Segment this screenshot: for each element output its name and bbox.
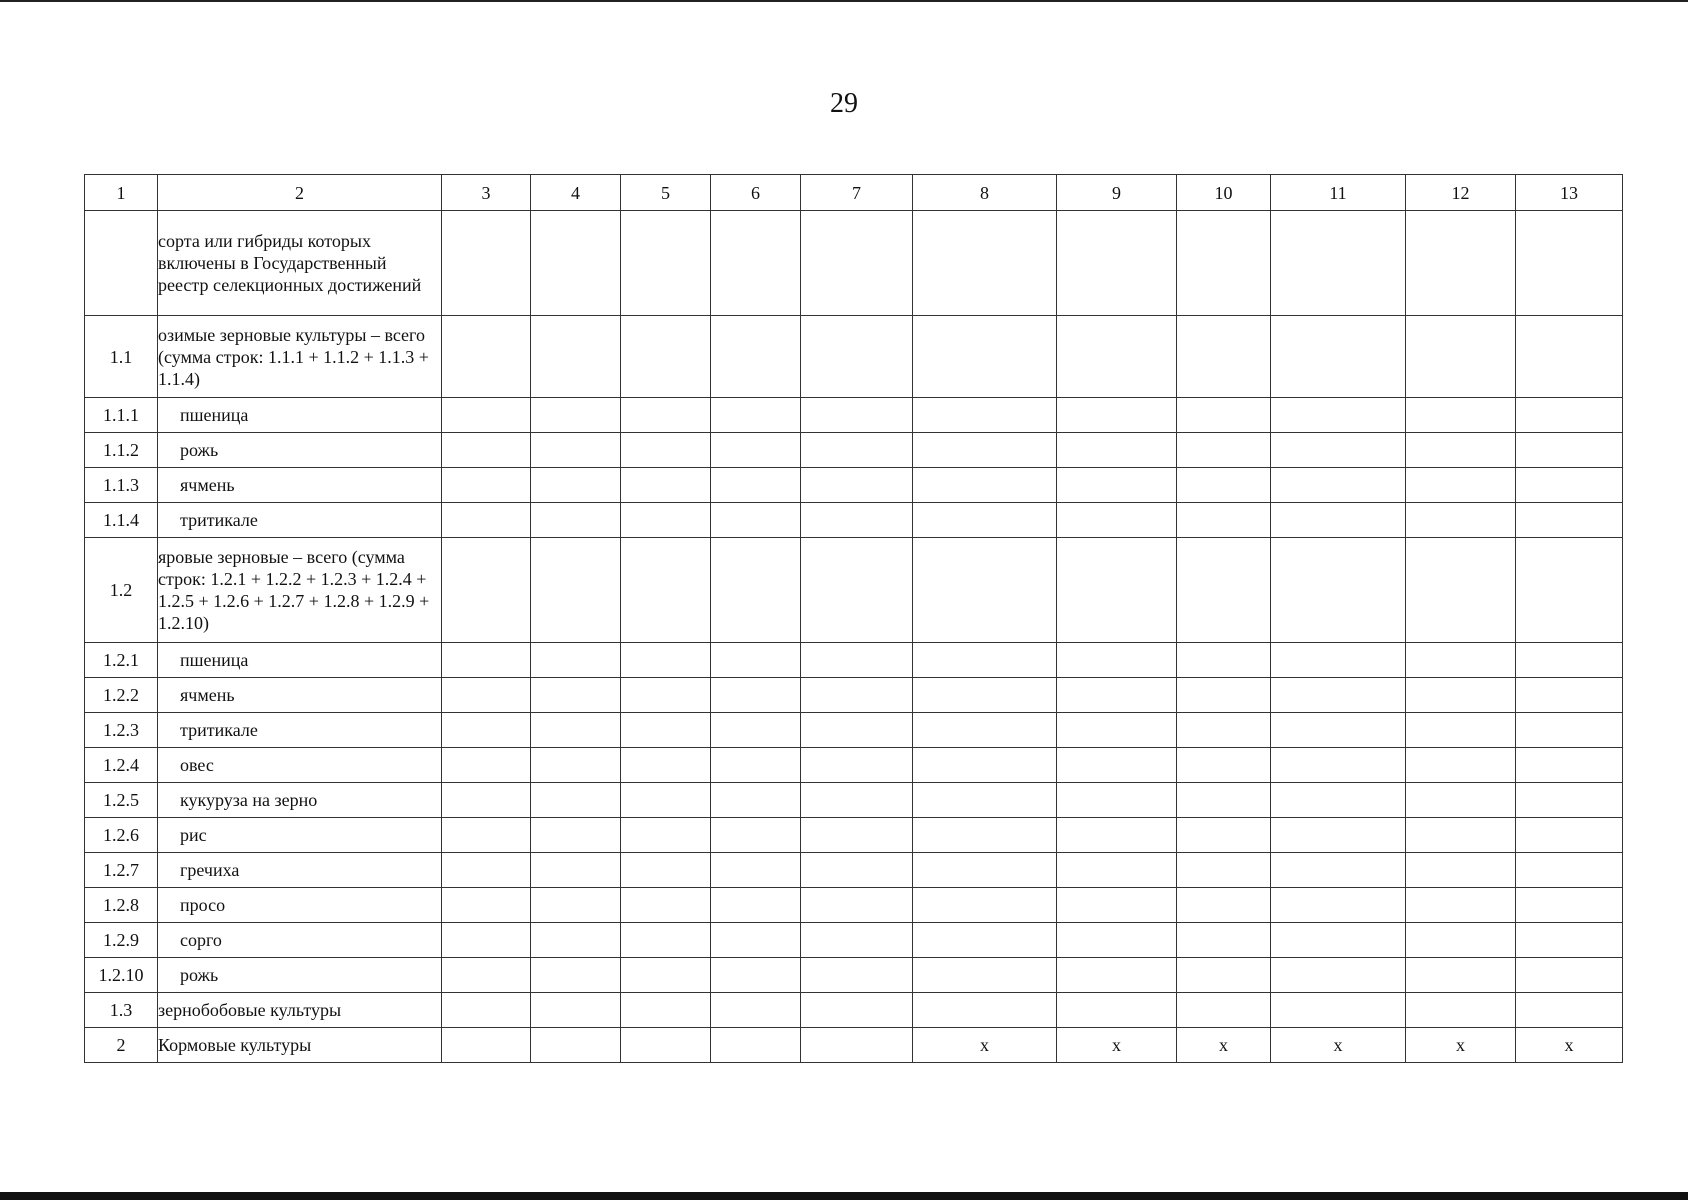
table-cell: [1177, 993, 1271, 1028]
table-row: [85, 748, 1623, 783]
header-row: [85, 175, 1623, 211]
row-number: [85, 211, 158, 316]
table-cell: [1406, 678, 1516, 713]
table-cell: [531, 1028, 621, 1063]
table-row: [85, 433, 1623, 468]
column-header: 2: [158, 175, 442, 211]
table-cell: [621, 538, 711, 643]
table-cell: [1406, 853, 1516, 888]
row-name: тритикале: [158, 503, 442, 538]
table-cell: [442, 923, 531, 958]
table-cell: x: [1177, 1028, 1271, 1063]
table-cell: [913, 783, 1057, 818]
table-cell: [1516, 818, 1623, 853]
row-name: рожь: [158, 958, 442, 993]
table-cell: [621, 678, 711, 713]
table-cell: [1271, 538, 1406, 643]
table-cell: [1406, 958, 1516, 993]
table-cell: [442, 316, 531, 398]
table-row: [85, 398, 1623, 433]
table-cell: [711, 888, 801, 923]
table-cell: [1057, 678, 1177, 713]
row-name: сорго: [158, 923, 442, 958]
table-row: [85, 713, 1623, 748]
table-row: [85, 853, 1623, 888]
table-cell: [801, 958, 913, 993]
table-cell: [621, 316, 711, 398]
row-number: 1.3: [85, 993, 158, 1028]
column-header: 1: [85, 175, 158, 211]
table-row: [85, 818, 1623, 853]
table-cell: [1271, 923, 1406, 958]
table-cell: [711, 923, 801, 958]
table-cell: [621, 748, 711, 783]
table-cell: [621, 958, 711, 993]
table-cell: [442, 678, 531, 713]
table-cell: [711, 678, 801, 713]
table-cell: [711, 713, 801, 748]
table-cell: [531, 818, 621, 853]
row-name: зернобобовые культуры: [158, 993, 442, 1028]
table-cell: [442, 783, 531, 818]
table-cell: [1271, 713, 1406, 748]
row-name: пшеница: [158, 643, 442, 678]
table-cell: [1177, 503, 1271, 538]
table-cell: [1057, 433, 1177, 468]
table-cell: [442, 468, 531, 503]
table-cell: [1177, 398, 1271, 433]
table-cell: [621, 211, 711, 316]
table-cell: [1271, 433, 1406, 468]
table-cell: [1057, 818, 1177, 853]
table-cell: [531, 211, 621, 316]
table-cell: [531, 853, 621, 888]
table-cell: [1516, 713, 1623, 748]
table-cell: x: [1516, 1028, 1623, 1063]
table-cell: [442, 1028, 531, 1063]
table-cell: [531, 993, 621, 1028]
table-cell: [1406, 211, 1516, 316]
column-header: 9: [1057, 175, 1177, 211]
table-cell: x: [1271, 1028, 1406, 1063]
table-cell: [1516, 748, 1623, 783]
table-row: [85, 958, 1623, 993]
table-cell: [442, 853, 531, 888]
table-cell: [711, 748, 801, 783]
table-cell: [1271, 316, 1406, 398]
table-cell: [1271, 853, 1406, 888]
table-cell: [711, 958, 801, 993]
table-cell: [621, 398, 711, 433]
column-header: 7: [801, 175, 913, 211]
table-cell: [1271, 993, 1406, 1028]
table-cell: x: [1057, 1028, 1177, 1063]
row-name: рис: [158, 818, 442, 853]
table-cell: [801, 678, 913, 713]
table-cell: [1406, 888, 1516, 923]
table-cell: [913, 748, 1057, 783]
table-cell: [442, 993, 531, 1028]
table-cell: [1406, 643, 1516, 678]
column-header: 10: [1177, 175, 1271, 211]
table-cell: [1057, 468, 1177, 503]
table-row: [85, 1028, 1623, 1063]
table-cell: [1271, 678, 1406, 713]
table-cell: [711, 783, 801, 818]
table-cell: [1177, 433, 1271, 468]
column-header: 4: [531, 175, 621, 211]
table-cell: [621, 468, 711, 503]
table-cell: [531, 783, 621, 818]
table-cell: [1516, 211, 1623, 316]
table-cell: [1057, 993, 1177, 1028]
table-cell: [442, 538, 531, 643]
table-row: [85, 993, 1623, 1028]
table-cell: [1177, 316, 1271, 398]
column-header: 11: [1271, 175, 1406, 211]
table-cell: [801, 748, 913, 783]
table-cell: [1057, 538, 1177, 643]
table-cell: [1516, 923, 1623, 958]
table-cell: [621, 818, 711, 853]
table-cell: [442, 888, 531, 923]
top-edge-rule: [0, 0, 1688, 2]
table-cell: [1177, 853, 1271, 888]
table-cell: [1057, 398, 1177, 433]
table-cell: [621, 433, 711, 468]
table-cell: [801, 713, 913, 748]
table-cell: x: [1406, 1028, 1516, 1063]
table-cell: [913, 643, 1057, 678]
table-cell: [442, 211, 531, 316]
row-number: 1.1.2: [85, 433, 158, 468]
table-cell: [711, 433, 801, 468]
table-cell: [913, 888, 1057, 923]
table-cell: [711, 643, 801, 678]
table-cell: [1177, 783, 1271, 818]
row-number: 1.2.7: [85, 853, 158, 888]
table-cell: [1177, 643, 1271, 678]
table-cell: [442, 818, 531, 853]
row-number: 1.1.1: [85, 398, 158, 433]
table-cell: [1177, 888, 1271, 923]
table-cell: [711, 398, 801, 433]
table-cell: [801, 993, 913, 1028]
table-cell: [913, 818, 1057, 853]
table-cell: [1057, 643, 1177, 678]
table-cell: [442, 398, 531, 433]
table-cell: [1271, 888, 1406, 923]
table-row: [85, 783, 1623, 818]
table-cell: [801, 783, 913, 818]
table-cell: [621, 713, 711, 748]
table-cell: [1516, 853, 1623, 888]
table-cell: [711, 211, 801, 316]
table-cell: [531, 748, 621, 783]
table-cell: [1177, 468, 1271, 503]
table-cell: [1271, 503, 1406, 538]
table-cell: [801, 853, 913, 888]
table-cell: [1271, 748, 1406, 783]
table-cell: [1177, 818, 1271, 853]
table-cell: [531, 678, 621, 713]
column-header: 13: [1516, 175, 1623, 211]
table-cell: [531, 468, 621, 503]
table-cell: [1406, 503, 1516, 538]
row-number: 1.2.8: [85, 888, 158, 923]
table-cell: [913, 433, 1057, 468]
row-name: гречиха: [158, 853, 442, 888]
table-cell: [1177, 958, 1271, 993]
row-number: 1.1: [85, 316, 158, 398]
page-number: 29: [830, 88, 858, 119]
table-cell: [913, 923, 1057, 958]
table-cell: [1271, 958, 1406, 993]
table-cell: [1516, 433, 1623, 468]
table-cell: [621, 923, 711, 958]
table-cell: [1271, 783, 1406, 818]
row-name: ячмень: [158, 468, 442, 503]
table-cell: [711, 316, 801, 398]
table-cell: [442, 748, 531, 783]
row-number: 1.2.4: [85, 748, 158, 783]
table-cell: [1057, 503, 1177, 538]
table-cell: [621, 503, 711, 538]
table-cell: [711, 818, 801, 853]
table-cell: [442, 503, 531, 538]
table-cell: [621, 1028, 711, 1063]
table-cell: [801, 468, 913, 503]
table-cell: [913, 713, 1057, 748]
table-cell: [531, 433, 621, 468]
table-cell: [1177, 748, 1271, 783]
table-cell: [621, 853, 711, 888]
table-row: [85, 888, 1623, 923]
table-row: [85, 538, 1623, 643]
row-name: рожь: [158, 433, 442, 468]
table-cell: [801, 923, 913, 958]
row-number: 1.2.10: [85, 958, 158, 993]
row-number: 1.2.5: [85, 783, 158, 818]
table-row: [85, 211, 1623, 316]
table-cell: [1057, 783, 1177, 818]
table-cell: [1516, 503, 1623, 538]
table-cell: [913, 398, 1057, 433]
table-cell: [1271, 211, 1406, 316]
table-cell: [711, 993, 801, 1028]
bottom-edge-rule: [0, 1192, 1688, 1200]
table-cell: [801, 888, 913, 923]
column-header: 6: [711, 175, 801, 211]
table-row: [85, 503, 1623, 538]
row-name: тритикале: [158, 713, 442, 748]
table-cell: [531, 923, 621, 958]
table-cell: [913, 538, 1057, 643]
table-row: [85, 678, 1623, 713]
row-number: 1.1.4: [85, 503, 158, 538]
table-cell: [1057, 853, 1177, 888]
table-cell: [1271, 398, 1406, 433]
table-cell: [801, 316, 913, 398]
table-cell: [531, 316, 621, 398]
column-header: 12: [1406, 175, 1516, 211]
row-number: 1.2: [85, 538, 158, 643]
table-cell: [711, 503, 801, 538]
column-header: 3: [442, 175, 531, 211]
row-number: 1.2.1: [85, 643, 158, 678]
row-number: 1.1.3: [85, 468, 158, 503]
data-table: [84, 174, 1623, 1063]
table-cell: [913, 503, 1057, 538]
table-cell: [801, 538, 913, 643]
column-header: 5: [621, 175, 711, 211]
table-cell: [801, 818, 913, 853]
table-cell: [801, 643, 913, 678]
table-cell: [531, 503, 621, 538]
table-row: [85, 468, 1623, 503]
table-cell: [1271, 468, 1406, 503]
table-cell: [801, 503, 913, 538]
column-header: 8: [913, 175, 1057, 211]
table-cell: [1516, 783, 1623, 818]
table-cell: [442, 713, 531, 748]
table-cell: [621, 888, 711, 923]
table-cell: [1406, 713, 1516, 748]
table-cell: [1057, 888, 1177, 923]
table-cell: [621, 993, 711, 1028]
table-cell: [913, 958, 1057, 993]
table-cell: [1516, 643, 1623, 678]
table-cell: [801, 211, 913, 316]
row-number: 1.2.6: [85, 818, 158, 853]
table-cell: [1406, 398, 1516, 433]
table-cell: [1177, 538, 1271, 643]
table-cell: [1271, 818, 1406, 853]
table-cell: [913, 211, 1057, 316]
table-cell: [531, 398, 621, 433]
table-cell: [1406, 468, 1516, 503]
table-cell: [1406, 783, 1516, 818]
table-cell: [1516, 958, 1623, 993]
table-cell: [1057, 713, 1177, 748]
table-row: [85, 923, 1623, 958]
table-cell: [1406, 993, 1516, 1028]
table-row: [85, 316, 1623, 398]
table-cell: [442, 958, 531, 993]
row-number: 1.2.3: [85, 713, 158, 748]
table-cell: [711, 468, 801, 503]
table-cell: [531, 888, 621, 923]
table-cell: [1057, 958, 1177, 993]
table-cell: x: [913, 1028, 1057, 1063]
table-cell: [913, 678, 1057, 713]
table-cell: [1057, 316, 1177, 398]
table-cell: [1516, 468, 1623, 503]
table-cell: [1406, 538, 1516, 643]
table-cell: [1516, 538, 1623, 643]
row-name: ячмень: [158, 678, 442, 713]
table-cell: [1057, 923, 1177, 958]
row-number: 1.2.9: [85, 923, 158, 958]
table-cell: [1406, 923, 1516, 958]
table-cell: [1516, 888, 1623, 923]
table-cell: [1406, 316, 1516, 398]
table-cell: [1516, 316, 1623, 398]
row-name: яровые зерновые – всего (сумма строк: 1.2.1 + 1.2.2 + 1.2.3 + 1.2.4 + 1.2.5 + 1.2.6 + 1.2.7 + 1.2.8 + 1.2.9 + 1.2.10): [158, 538, 442, 643]
table-cell: [1406, 433, 1516, 468]
table-cell: [1406, 818, 1516, 853]
row-name: кукуруза на зерно: [158, 783, 442, 818]
table-cell: [1177, 678, 1271, 713]
table-cell: [1516, 398, 1623, 433]
table-row: [85, 643, 1623, 678]
table-cell: [913, 316, 1057, 398]
row-number: 2: [85, 1028, 158, 1063]
table-cell: [1271, 643, 1406, 678]
table-cell: [913, 468, 1057, 503]
table-cell: [801, 1028, 913, 1063]
table-cell: [913, 993, 1057, 1028]
row-name: сорта или гибриды которых включены в Государственный реестр селекционных достижений: [158, 211, 442, 316]
table-cell: [711, 1028, 801, 1063]
table-cell: [1516, 993, 1623, 1028]
table-cell: [531, 713, 621, 748]
table-cell: [913, 853, 1057, 888]
table-cell: [711, 538, 801, 643]
row-name: Кормовые культуры: [158, 1028, 442, 1063]
table-cell: [801, 433, 913, 468]
row-name: пшеница: [158, 398, 442, 433]
table-cell: [1177, 211, 1271, 316]
table-cell: [711, 853, 801, 888]
table-cell: [531, 643, 621, 678]
table-cell: [1177, 923, 1271, 958]
table-cell: [531, 538, 621, 643]
table-cell: [621, 783, 711, 818]
table-cell: [1177, 713, 1271, 748]
row-name: просо: [158, 888, 442, 923]
table-cell: [442, 433, 531, 468]
table-cell: [1516, 678, 1623, 713]
table-cell: [621, 643, 711, 678]
table-cell: [801, 398, 913, 433]
row-name: озимые зерновые культуры – всего (сумма строк: 1.1.1 + 1.1.2 + 1.1.3 + 1.1.4): [158, 316, 442, 398]
table-cell: [1406, 748, 1516, 783]
row-number: 1.2.2: [85, 678, 158, 713]
row-name: овес: [158, 748, 442, 783]
table-cell: [442, 643, 531, 678]
table-cell: [1057, 748, 1177, 783]
table-cell: [531, 958, 621, 993]
table-cell: [1057, 211, 1177, 316]
